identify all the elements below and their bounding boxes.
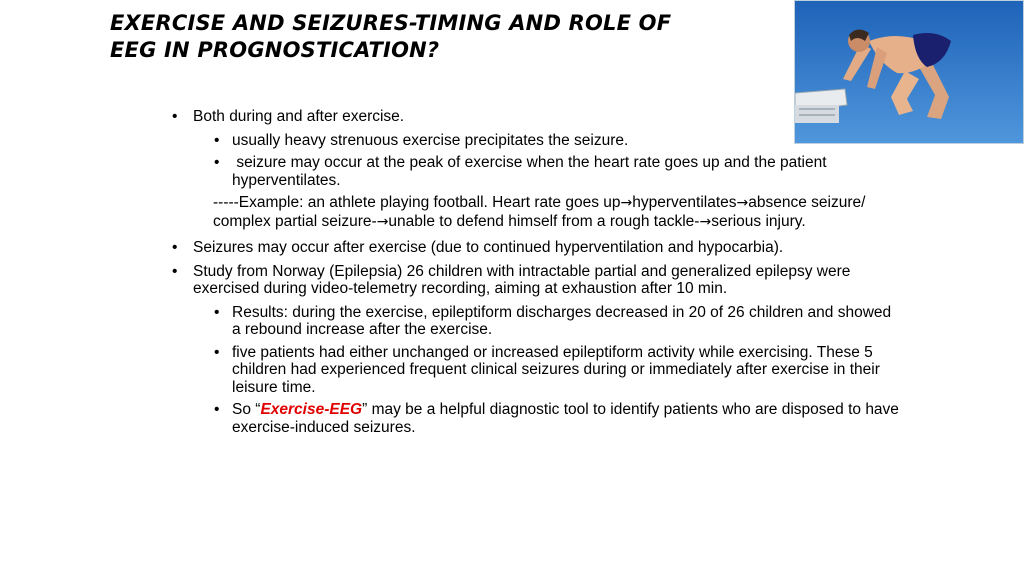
bullet: •	[214, 303, 220, 321]
bullet: •	[214, 401, 220, 418]
list-item	[172, 263, 902, 298]
bullet-text: Seizures may occur after exercise (due to continued hyperventilation and hypocarbia).	[193, 239, 784, 256]
exercise-eeg-highlight: Exercise-EEG	[260, 401, 363, 418]
bullet-text-post: ” may be a helpful diagnostic tool to identify patients who are disposed to have exercise-induced seizures.	[232, 401, 899, 436]
slide-title	[110, 10, 790, 64]
arrow-icon: →	[699, 213, 712, 230]
bullet-text: Both during and after exercise.	[193, 108, 405, 125]
bullet: •	[172, 262, 178, 280]
bullet: •	[172, 239, 178, 256]
bullet-text: usually heavy strenuous exercise precipitates the seizure.	[232, 131, 629, 149]
example-text-4: unable to defend himself from a rough tackle-	[388, 212, 700, 230]
example-text-2: hyperventilates	[632, 194, 737, 211]
list-item	[172, 304, 902, 339]
bullet: •	[214, 154, 220, 171]
arrow-icon: →	[376, 213, 389, 230]
bullet: •	[214, 343, 220, 361]
bullet-text-pre: So “	[232, 401, 261, 418]
list-item	[172, 132, 902, 150]
title-line-2: EEG IN PROGNOSTICATION?	[110, 38, 440, 62]
example-paragraph	[172, 194, 902, 231]
arrow-icon: →	[736, 195, 749, 211]
list-item	[172, 401, 902, 436]
bullet: •	[214, 131, 220, 149]
bullet-text: five patients had either unchanged or increased epileptiform activity while exercising. These 5 children had experienced frequent clinical seizures during or immediately after exercise in their leisure time.	[232, 343, 880, 396]
list-item	[172, 239, 902, 257]
bullet: •	[172, 108, 178, 125]
bullet-text: Study from Norway (Epilepsia) 26 children with intractable partial and generalized epilepsy were exercised during video-telemetry recording, aiming at exhaustion after 10 min.	[193, 262, 851, 297]
bullet-text: seizure may occur at the peak of exercise when the heart rate goes up and the patient hyperventilates.	[232, 154, 831, 189]
list-item	[172, 154, 902, 189]
arrow-icon: →	[620, 195, 633, 211]
bullet-text: Results: during the exercise, epileptiform discharges decreased in 20 of 26 children and showed a rebound increase after the exercise.	[232, 303, 892, 338]
list-item	[172, 344, 902, 397]
example-text-1: -----Example: an athlete playing football. Heart rate goes up	[213, 194, 621, 211]
example-text-3: absence seizure/ complex partial seizure-	[213, 194, 866, 230]
list-item	[172, 108, 902, 126]
example-text-5: serious injury.	[711, 212, 806, 230]
slide-body	[172, 108, 902, 441]
title-line-1: EXERCISE AND SEIZURES-TIMING AND ROLE OF	[110, 11, 672, 35]
